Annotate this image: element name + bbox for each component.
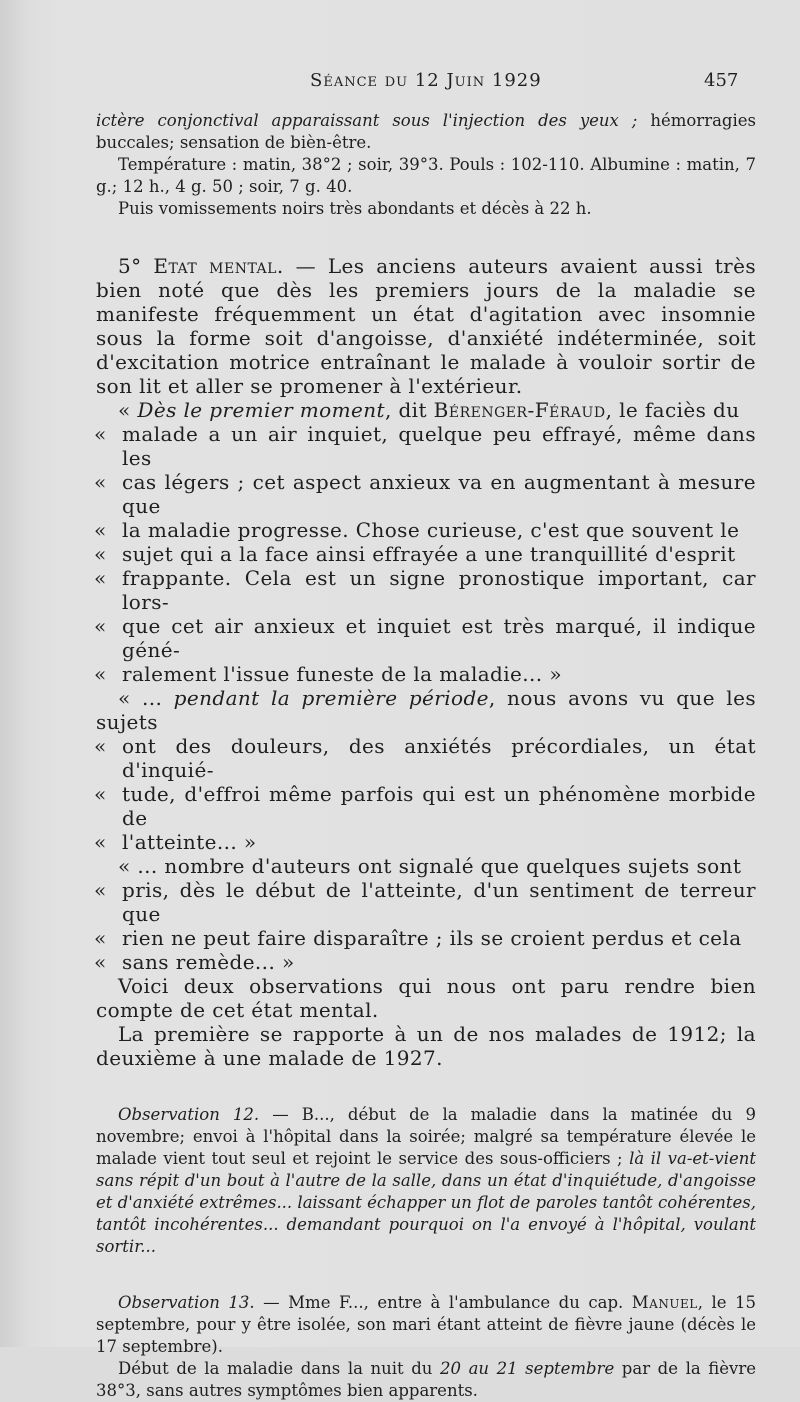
observation-12-text: — B..., début de la maladie dans la matinée du 9 novembre; envoi à l'hôpital dans la soirée; malgré sa température élevée le malade vient tout seul et rejoint le service des sous-officiers ; bbox=[96, 1105, 756, 1168]
quote-text: ont des douleurs, des anxiétés précordiales, un état d'inquié- bbox=[122, 734, 756, 782]
quote-mark: « bbox=[94, 950, 107, 974]
quote-text: sujet qui a la face ainsi effrayée a une tranquillité d'esprit bbox=[122, 542, 736, 566]
quote-mark: « bbox=[94, 830, 107, 854]
header-title: Séance du 12 Juin 1929 bbox=[310, 70, 542, 91]
observation-12 bbox=[96, 1104, 756, 1258]
quote1-first-line bbox=[96, 398, 756, 422]
quote1-mid: , dit bbox=[384, 398, 434, 422]
quote-line bbox=[96, 662, 756, 686]
quote-mark: « bbox=[94, 470, 107, 494]
quote-text: l'atteinte... » bbox=[122, 830, 257, 854]
onset-a: Début de la maladie dans la nuit du bbox=[118, 1359, 440, 1378]
quote-text: tude, d'effroi même parfois qui est un phénomène morbide de bbox=[122, 782, 756, 830]
quote1-rest: , le faciès du bbox=[605, 398, 740, 422]
observation-13-label: Observation 13. bbox=[118, 1293, 255, 1312]
page-body bbox=[96, 110, 756, 1402]
quote-mark: « bbox=[94, 614, 107, 638]
section-number: 5° bbox=[118, 254, 154, 278]
observation-13 bbox=[96, 1292, 756, 1358]
quote-line bbox=[96, 926, 756, 950]
quote-mark: « bbox=[94, 782, 107, 806]
observation-13-name: Manuel bbox=[631, 1293, 698, 1312]
quote-mark: « bbox=[94, 422, 107, 446]
quote2-italic: pendant la première période bbox=[173, 686, 489, 710]
quote-mark: « bbox=[94, 542, 107, 566]
quote-text: pris, dès le début de l'atteinte, d'un sentiment de terreur que bbox=[122, 878, 756, 926]
quote-mark: « bbox=[94, 878, 107, 902]
quote-text: ralement l'issue funeste de la maladie... » bbox=[122, 662, 562, 686]
quote-line bbox=[96, 614, 756, 662]
quote2-first-line bbox=[96, 686, 756, 734]
outcome-line: Puis vomissements noirs très abondants et décès à 22 h. bbox=[118, 199, 592, 218]
quote-text: frappante. Cela est un signe pronostique important, car lors- bbox=[122, 566, 756, 614]
quote-line bbox=[96, 950, 756, 974]
observation-13-onset bbox=[96, 1358, 756, 1402]
temperature-line: Température : matin, 38°2 ; soir, 39°3. Pouls : 102-110. Albumine : matin, 7 g.; 12 h., 4 g. 50 ; soir, 7 g. 40. bbox=[96, 155, 756, 196]
quote-mark: « bbox=[94, 734, 107, 758]
quote1-open: « bbox=[118, 398, 138, 422]
quote-line bbox=[96, 566, 756, 614]
quote-line bbox=[96, 830, 756, 854]
quote2-rest: , nous avons vu que les sujets bbox=[96, 686, 756, 734]
quote1-author: Bérenger-Féraud bbox=[433, 398, 606, 422]
symptom-rest: hémorragies buccales; sensation de bièn-être. bbox=[96, 111, 756, 152]
quote3-first-line: « ... nombre d'auteurs ont signalé que quelques sujets sont bbox=[118, 854, 742, 878]
quote-text: sans remède... » bbox=[122, 950, 295, 974]
quote-line bbox=[96, 470, 756, 518]
quote-mark: « bbox=[94, 566, 107, 590]
quote-line bbox=[96, 782, 756, 830]
section-paragraph bbox=[96, 254, 756, 398]
quote-mark: « bbox=[94, 926, 107, 950]
quote-text: cas légers ; cet aspect anxieux va en augmentant à mesure que bbox=[122, 470, 756, 518]
quote-mark: « bbox=[94, 662, 107, 686]
observation-13-text-a: — Mme F..., entre à l'ambulance du cap. bbox=[254, 1293, 632, 1312]
observation-12-label: Observation 12. bbox=[118, 1105, 260, 1124]
page-number: 457 bbox=[704, 70, 739, 91]
quote-text: rien ne peut faire disparaître ; ils se croient perdus et cela bbox=[122, 926, 742, 950]
quote-text: la maladie progresse. Chose curieuse, c'est que souvent le bbox=[122, 518, 740, 542]
observation-12-italic: là il va-et-vient sans répit d'un bout à l'autre de la salle, dans un état d'inquiétude, d'angoisse et d'anxiété extrêmes... laissant échapper un flot de paroles tantôt cohérentes, tantôt incohérentes... demandant pourquoi on l'a envoyé à l'hôpital, voulant sortir... bbox=[96, 1149, 756, 1256]
running-header bbox=[0, 70, 800, 98]
quote-line bbox=[96, 734, 756, 782]
case-end-paragraph bbox=[96, 110, 756, 154]
quote-line bbox=[96, 878, 756, 926]
observations-dates: La première se rapporte à un de nos malades de 1912; la deuxième à une malade de 1927. bbox=[96, 1022, 756, 1070]
quote-mark: « bbox=[94, 518, 107, 542]
onset-italic: 20 au 21 septembre bbox=[440, 1359, 615, 1378]
section-heading: Etat mental. bbox=[153, 254, 284, 278]
quote-line bbox=[96, 422, 756, 470]
symptom-italic: ictère conjonctival apparaissant sous l'injection des yeux ; bbox=[96, 111, 638, 130]
quote1-italic: Dès le premier moment bbox=[137, 398, 385, 422]
quote-text: malade a un air inquiet, quelque peu effrayé, même dans les bbox=[122, 422, 756, 470]
quote-line bbox=[96, 518, 756, 542]
onset-b: par de la fièvre 38°3, sans autres symptômes bien apparents. bbox=[96, 1359, 756, 1400]
section-intro: — Les anciens auteurs avaient aussi très bien noté que dès les premiers jours de la maladie se manifeste fréquemment un état d'agitation avec insomnie sous la forme soit d'angoisse, d'anxiété indéterminée, soit d'excitation motrice entraînant le malade à vouloir sortir de son lit et aller se promener à l'extérieur. bbox=[96, 254, 756, 398]
quote-text: que cet air anxieux et inquiet est très marqué, il indique géné- bbox=[122, 614, 756, 662]
quote-line bbox=[96, 542, 756, 566]
observations-intro: Voici deux observations qui nous ont paru rendre bien compte de cet état mental. bbox=[96, 974, 756, 1022]
quote2-open: « ... bbox=[118, 686, 174, 710]
observation-13-text-b: , le 15 septembre, pour y être isolée, son mari étant atteint de fièvre jaune (décès le 17 septembre). bbox=[96, 1293, 757, 1356]
